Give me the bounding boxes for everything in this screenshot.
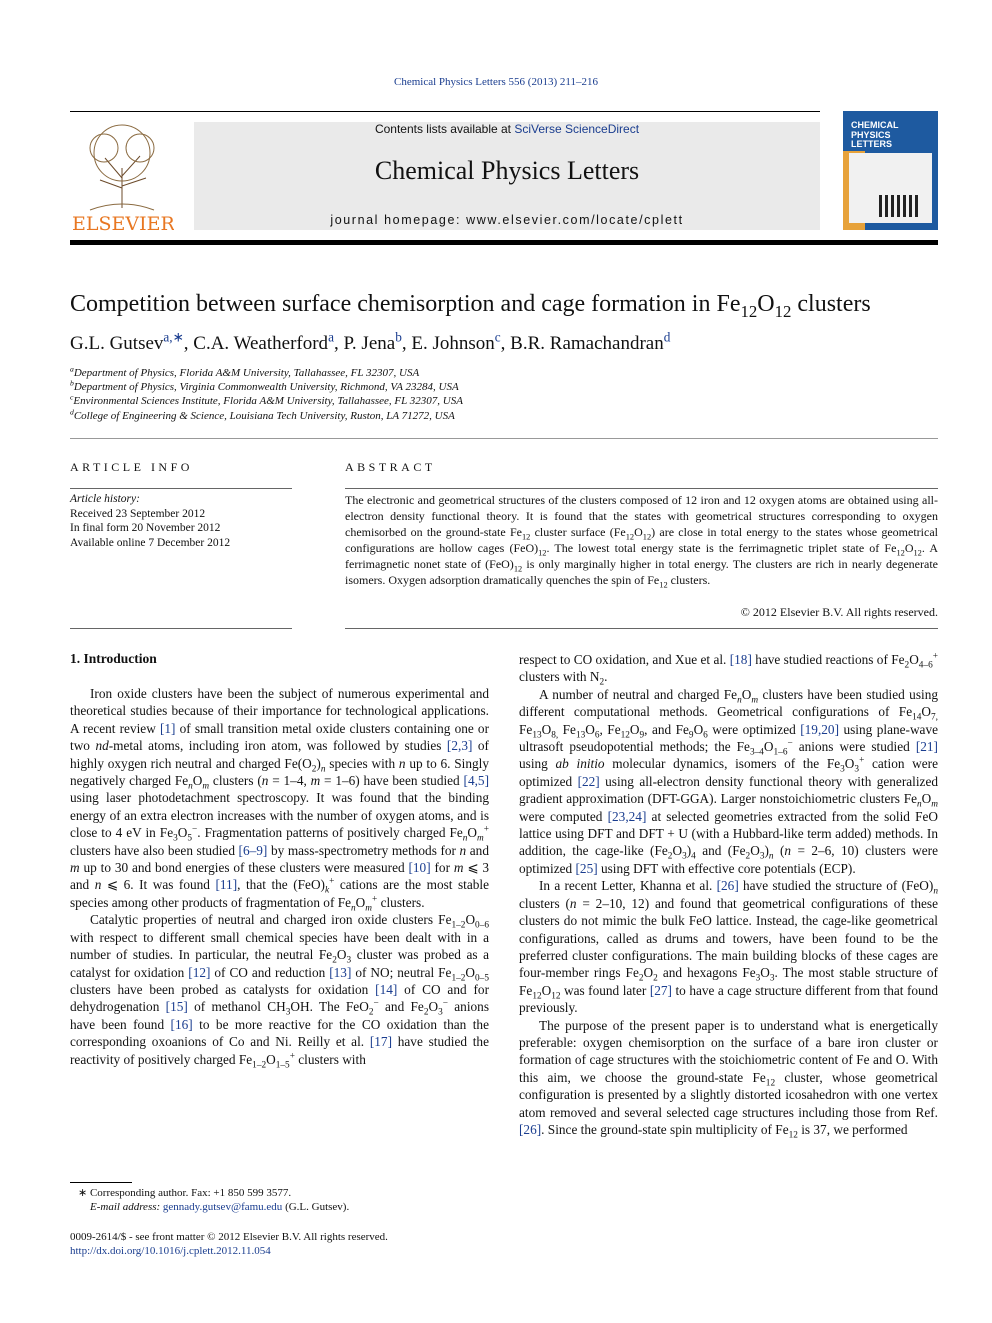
abstract-heading: ABSTRACT bbox=[345, 460, 436, 474]
affiliation: $^d$College of Engineering & Science, Louisiana Tech University, Ruston, LA 71272, USA bbox=[70, 407, 455, 422]
paragraph: The purpose of the present paper is to understand what is energetically preferable: oxygen chemisorption on the surface of a bare iron cluster or formation of cage structures with the stoichiometric content of Fe and O. With this aim, we choose the ground-state $Fe_{12}$ cluster, whose geometrical configuration is presented by a slightly distorted icosahedron with one vertex atom removed and several selected cage structures including those from Ref. [26]. Since the ground-state spin multiplicity of $Fe_{12}$ is 37, we performed bbox=[519, 1017, 938, 1141]
paragraph: In a recent Letter, Khanna et al. [26] have studied the structure of $(FeO)_n$ clusters (n = 2–10, 12) and found that geometrical configurations of these clusters do not mimic the bulk FeO lattice. Instead, the cage-like geometrical configurations, called as drums and towers, have been found to be the preferred cluster configurations. The main building blocks of these cages are four-member rings $Fe_2O_2$ and hexagons $Fe_3O_3$. The most stable structure of $Fe_{12}O_{12}$ was found later [27] to have a cage structure different from that found previously. bbox=[519, 878, 938, 1016]
journal-cover bbox=[843, 111, 938, 230]
abstract-text: The electronic and geometrical structures of the clusters composed of 12 iron and 12 oxygen atoms are obtained using all-electron density functional theory. It is found that the states with geometrical structures corresponding to oxygen chemisorbed on the ground-state $Fe_{12}$ cluster surface $(Fe_{12}O_{12})$ are close in total energy to the states whose geometrical configurations are hollow cages $(FeO)_{12}$. The lowest total energy state is the ferrimagnetic triplet state of $Fe_{12}O_{12}$. A ferrimagnetic nonet state of $(FeO)_{12}$ is only marginally higher in total energy. The clusters are rich in nearly degenerate isomers. Oxygen adsorption dramatically quenches the spin of $Fe_{12}$ clusters. bbox=[345, 493, 938, 590]
article-history: Article history: Received 23 September 2012 In final form 20 November 2012 Available online 7 December 2012 bbox=[70, 493, 231, 549]
affiliation: $^b$Department of Physics, Virginia Commonwealth University, Richmond, VA 23284, USA bbox=[70, 378, 459, 393]
footnote-rule bbox=[70, 1182, 132, 1183]
author-affil-mark[interactable]: a bbox=[328, 329, 334, 345]
abstract-rule-bottom bbox=[345, 628, 938, 629]
issn-line: 0009-2614/$ - see front matter © 2012 Elsevier B.V. All rights reserved. bbox=[70, 1231, 388, 1243]
paragraph: respect to CO oxidation, and Xue et al. [18] have studied reactions of $Fe_2O_{4-6}^+$ clusters with $N_2$. bbox=[519, 651, 938, 689]
info-rule bbox=[70, 488, 292, 489]
affiliation: $^a$Department of Physics, Florida A&M University, Tallahassee, FL 32307, USA bbox=[70, 364, 420, 379]
section-rule bbox=[70, 438, 938, 439]
abstract-rule bbox=[345, 488, 938, 489]
contents-line: Contents lists available at SciVerse ScienceDirect bbox=[374, 122, 640, 136]
corresponding-author-note: ∗ Corresponding author. Fax: +1 850 599 3577. bbox=[78, 1187, 292, 1199]
sciencedirect-link[interactable]: SciVerse ScienceDirect bbox=[514, 122, 640, 136]
affiliation: $^c$Environmental Sciences Institute, Florida A&M University, Tallahassee, FL 32307, USA bbox=[70, 392, 463, 407]
info-rule-bottom bbox=[70, 628, 292, 629]
author: B.R. Ramachandran bbox=[510, 333, 664, 354]
email-note: E-mail address: gennady.gutsev@famu.edu (G.L. Gutsev). bbox=[90, 1201, 350, 1213]
journal-title: Chemical Physics Letters bbox=[374, 156, 640, 185]
journal-homepage[interactable]: journal homepage: www.elsevier.com/locate/cplett bbox=[330, 213, 684, 227]
paragraph: Catalytic properties of neutral and charged iron oxide clusters $Fe_{1-2}O_{0-6}$ with respect to different small chemical species have been dealt with in a number of studies. In particular, the neutral $Fe_2O_3$ cluster was probed as a catalyst for oxidation [12] of CO and reduction [13] of NO; neutral $Fe_{1-2}O_{0-5}$ clusters have been probed as catalysts for oxidation [14] of CO and for dehydrogenation [15] of methanol $CH_3OH$. The FeO$_2$− and $Fe_2O_3^-$ anions have been found [16] to be more reactive for the CO oxidation than the corresponding oxoanions of Co and Ni. Reilly et al. [17] have studied the reactivity of positively charged $Fe_{1-2}O_{1-5}^+$ clusters with bbox=[70, 912, 489, 1071]
author: G.L. Gutsev bbox=[70, 333, 164, 354]
header-rule bbox=[70, 111, 820, 112]
copyright-notice: © 2012 Elsevier B.V. All rights reserved. bbox=[740, 605, 938, 619]
author-affil-mark[interactable]: b bbox=[395, 329, 402, 345]
elsevier-wordmark: ELSEVIER bbox=[72, 213, 174, 234]
article-title: Competition between surface chemisorption and cage formation in $Fe_{12}O_{12}$ clusters bbox=[70, 291, 871, 321]
header-thick-rule bbox=[70, 240, 938, 245]
article-info-heading: ARTICLE INFO bbox=[70, 460, 193, 474]
author-affil-mark[interactable]: a,∗ bbox=[163, 329, 184, 345]
author: E. Johnson bbox=[411, 333, 495, 354]
author: P. Jena bbox=[343, 333, 396, 354]
cover-title: CHEMICAL PHYSICS LETTERS bbox=[851, 120, 899, 149]
author-affil-mark[interactable]: d bbox=[663, 329, 671, 345]
author: C.A. Weatherford bbox=[193, 333, 329, 354]
cover-artwork bbox=[849, 153, 932, 223]
author-affil-mark[interactable]: c bbox=[494, 329, 501, 345]
elsevier-logo bbox=[70, 118, 174, 234]
intro-heading: 1. Introduction bbox=[70, 651, 157, 666]
doi-link[interactable]: http://dx.doi.org/10.1016/j.cplett.2012.11.054 bbox=[70, 1245, 271, 1257]
paragraph: A number of neutral and charged $Fe_nO_m$ clusters have been studied using different computational methods. Geometrical configurations of $Fe_{14}O_{7,}$ $Fe_{13}O_{8,}$ $Fe_{13}O_6$, $Fe_{12}O_9$, and $Fe_9O_6$ were optimized [19,20] using plane-wave ultrasoft pseudopotential methods; the $Fe_{3-4}O_{1-6}^-$ anions were studied [21] using ab initio molecular dynamics, isomers of the $Fe_3O_3^+$ cation were optimized [22] using all-electron density functional theory with generalized gradient approximation (DFT-GGA). Larger nonstoichiometric clusters $Fe_nO_m$ were computed [23,24] at selected geometries extracted from the solid FeO lattice using DFT and DFT + U (with a Hubbard-like term added) methods. In addition, the cage-like $(Fe_2O_3)_4$ and $(Fe_2O_3)_n$ (n = 2–6, 10) clusters were optimized [25] using DFT with effective core potentials (ECP). bbox=[519, 686, 939, 876]
paragraph: Iron oxide clusters have been the subject of numerous experimental and theoretical studies because of their importance for technological applications. A recent review [1] of small transition metal oxide clusters containing one or two nd-metal atoms, including iron atom, was followed by studies [2,3] of highly oxygen rich neutral and charged $Fe(O_2)_n$ species with n up to 6. Singly negatively charged $Fe_nO_m$ clusters (n = 1–4, m = 1–6) have been studied [4,5] using laser photodetachment spectroscopy. It was found that the binding energy of an extra electron increases with the number of oxygen atoms, and is close to 4 eV in $Fe_3O_5^-$. Fragmentation patterns of positively charged $Fe_nO_m^+$ clusters have also been studied [6–9] by mass-spectrometry methods for n and m up to 30 and bond energies of these clusters were measured [10] for m ⩽ 3 and n ⩽ 6. It was found [11], that the $(FeO)_k^+$ cations are the most stable species among other products of fragmentation of $Fe_nO_m^+$ clusters. bbox=[70, 686, 490, 914]
author-list: G.L. Gutsev$^{a,∗}$, C.A. Weatherford$^a$, P. Jena$^b$, E. Johnson$^c$, B.R. Ramachandran$^d$ bbox=[70, 329, 671, 354]
body-column-left bbox=[70, 685, 490, 1071]
journal-reference[interactable]: Chemical Physics Letters 556 (2013) 211–216 bbox=[394, 76, 598, 88]
email-link[interactable]: gennady.gutsev@famu.edu bbox=[162, 1201, 283, 1213]
body-column-right bbox=[519, 651, 939, 1141]
